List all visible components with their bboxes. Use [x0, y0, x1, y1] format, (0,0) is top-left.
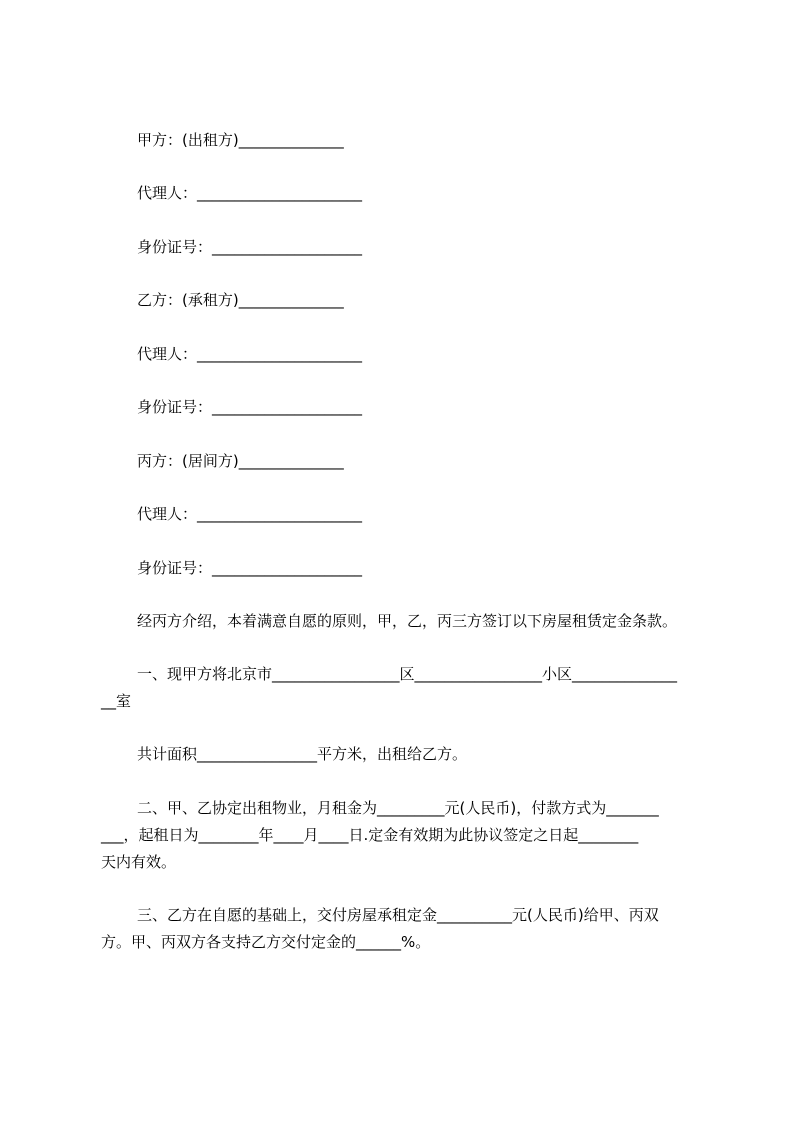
party-a-agent-line: 代理人：______________________ — [137, 184, 363, 202]
party-c-id-line: 身份证号：____________________ — [137, 559, 363, 577]
clause-1-area: 共计面积________________平方米，出租给乙方。 — [137, 745, 468, 763]
party-b-line: 乙方：(承租方)______________ — [137, 291, 344, 309]
intro-paragraph: 经丙方介绍，本着满意自愿的原则，甲，乙，丙三方签订以下房屋租赁定金条款。 — [137, 612, 678, 630]
party-b-agent-line: 代理人：______________________ — [137, 345, 363, 363]
party-a-id-line: 身份证号：____________________ — [137, 238, 363, 256]
clause-3-line-2: 方。甲、丙双方各支持乙方交付定金的______%。 — [101, 933, 431, 951]
clause-2-line-3: 天内有效。 — [101, 853, 177, 871]
party-c-agent-line: 代理人：______________________ — [137, 505, 363, 523]
clause-2-line-2: ___，起租日为________年____月____日.定金有效期为此协议签定之日起________ — [101, 826, 639, 844]
clause-1-line-2: __室 — [101, 692, 132, 710]
clause-1-line-1: 一、现甲方将北京市_________________区_________________小区______________ — [137, 665, 678, 683]
clause-3-line-1: 三、乙方在自愿的基础上，交付房屋承租定金__________元(人民币)给甲、丙双 — [137, 906, 659, 924]
clause-2-line-1: 二、甲、乙协定出租物业，月租金为_________元(人民币)，付款方式为_______ — [137, 799, 659, 817]
party-b-id-line: 身份证号：____________________ — [137, 398, 363, 416]
party-c-line: 丙方：(居间方)______________ — [137, 452, 344, 470]
party-a-line: 甲方：(出租方)______________ — [137, 131, 344, 149]
